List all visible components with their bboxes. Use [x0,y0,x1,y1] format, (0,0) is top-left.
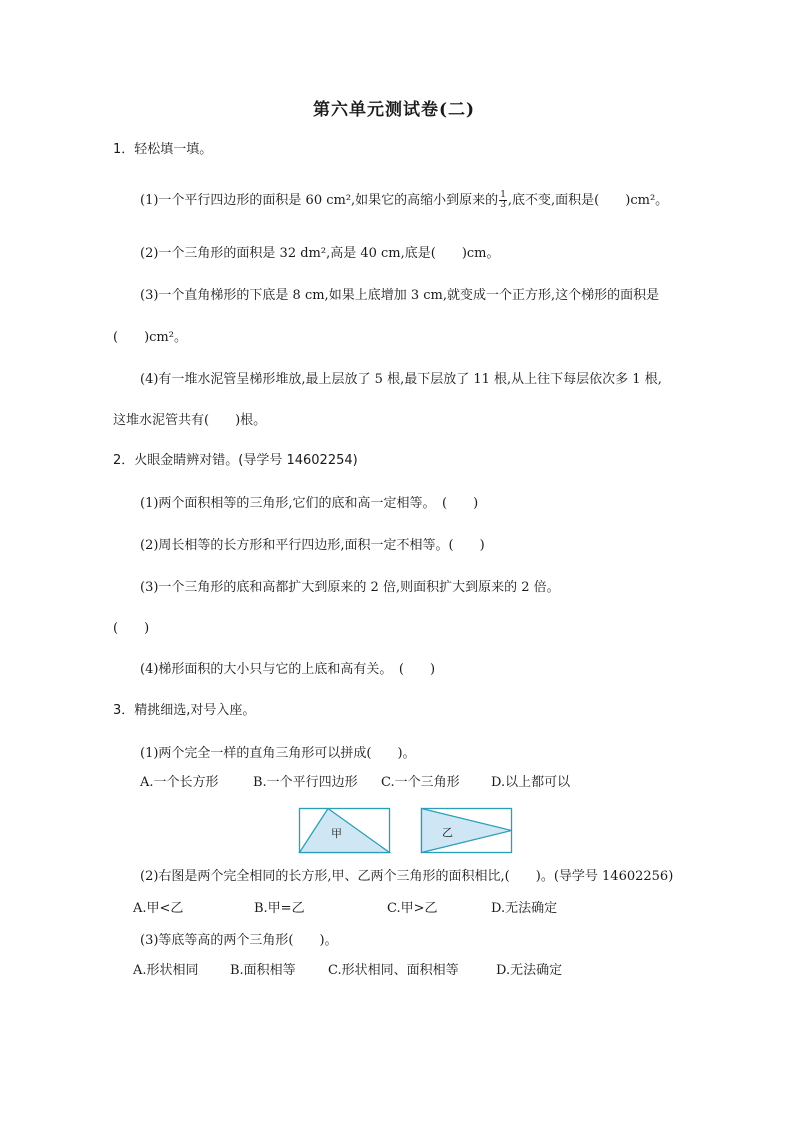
q1-item-4-line-1: (4)有一堆水泥管呈梯形堆放,最上层放了 5 根,最下层放了 11 根,从上往下每层依次多 1 根, [140,372,662,387]
q1-item-3-line-1: (3)一个直角梯形的下底是 8 cm,如果上底增加 3 cm,就变成一个正方形,这个梯形的面积是 [140,288,660,303]
triangle-jia-label: 甲 [331,827,342,840]
q2-item-3-line-2: ( ) [113,621,150,636]
option-a: A.甲<乙 [133,901,184,916]
q3-item-3: (3)等底等高的两个三角形( )。 [140,933,338,948]
q3-item-2: (2)右图是两个完全相同的长方形,甲、乙两个三角形的面积相比,( )。(导学号 14602256) [140,869,674,884]
option-a: A.形状相同 [133,963,199,978]
page-title: 第六单元测试卷(二) [313,100,476,120]
option-d: D.以上都可以 [491,775,571,790]
fraction-numerator: 1 [500,190,506,200]
q2-heading: 2．火眼金睛辨对错。(导学号 14602254) [113,453,358,468]
q3-item-1: (1)两个完全一样的直角三角形可以拼成( )。 [140,746,416,761]
figure-right-rectangle [422,809,512,853]
q2-item-1: (1)两个面积相等的三角形,它们的底和高一定相等。 ( ) [140,496,479,511]
option-b: B.面积相等 [230,963,296,978]
q1-item-4-line-2: 这堆水泥管共有( )根。 [113,413,267,428]
option-c: C.甲>乙 [387,901,438,916]
q2-item-4: (4)梯形面积的大小只与它的上底和高有关。 ( ) [140,662,436,677]
option-b: B.一个平行四边形 [253,775,358,790]
option-d: D.无法确定 [491,901,558,916]
q1-heading: 1．轻松填一填。 [113,142,213,157]
fraction-denominator: 3 [500,200,506,210]
option-a: A.一个长方形 [140,775,219,790]
q1-item-1-text-after: ,底不变,面积是( )cm²。 [507,193,669,208]
q1-item-1-text-before: (1)一个平行四边形的面积是 60 cm²,如果它的高缩小到原来的 [140,193,499,208]
figure-left-rectangle [300,809,390,853]
option-b: B.甲=乙 [254,901,305,916]
q2-item-2: (2)周长相等的长方形和平行四边形,面积一定不相等。( ) [140,538,485,553]
option-c: C.一个三角形 [381,775,460,790]
q1-item-2: (2)一个三角形的面积是 32 dm²,高是 40 cm,底是( )cm。 [140,246,500,261]
q3-heading: 3．精挑细选,对号入座。 [113,703,256,718]
triangle-yi-label: 乙 [442,826,453,839]
option-d: D.无法确定 [496,963,563,978]
option-c: C.形状相同、面积相等 [328,963,459,978]
q2-item-3-line-1: (3)一个三角形的底和高都扩大到原来的 2 倍,则面积扩大到原来的 2 倍。 [140,580,560,595]
q1-item-3-line-2: ( )cm²。 [113,330,187,345]
q1-item-1 [140,191,668,210]
triangles-figure [296,805,526,857]
one-third-fraction [499,191,507,210]
